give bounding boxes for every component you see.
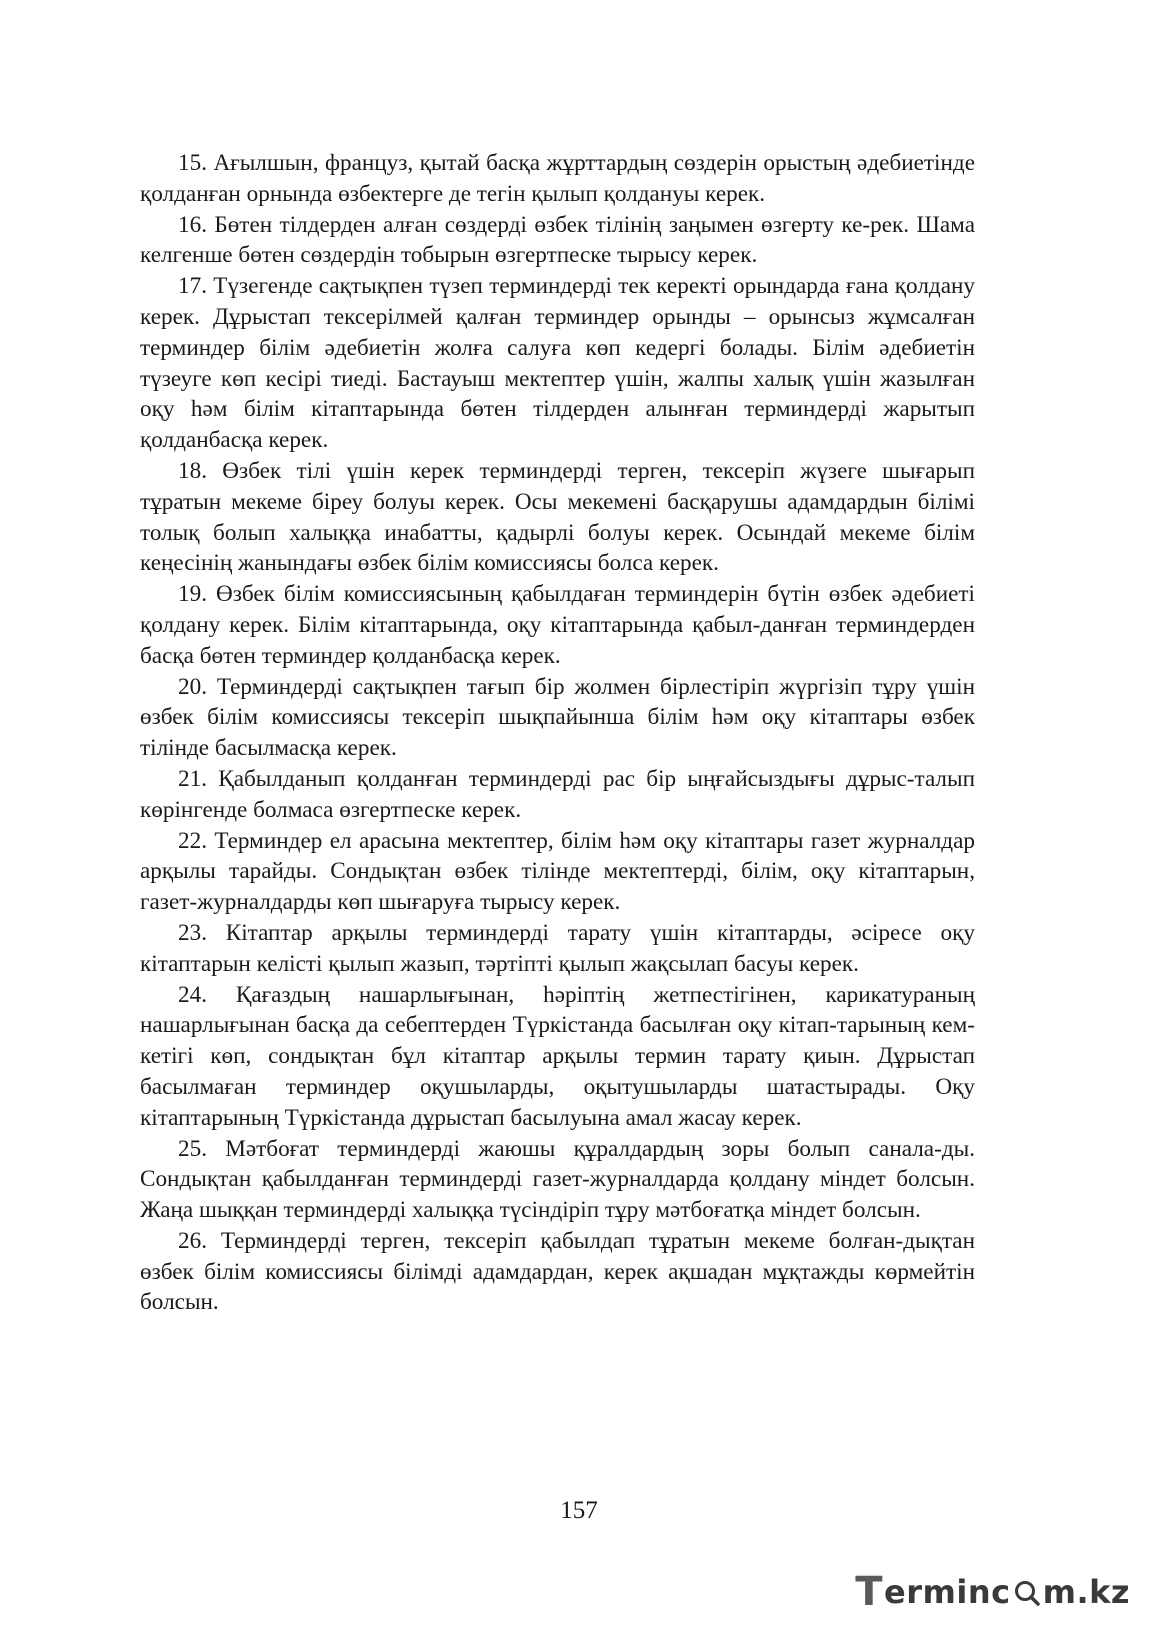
paragraph-25: 25. Мәтбоғат терминдерді жаюшы құралдардың зоры болып санала-ды. Сондықтан қабылданған терминдерді газет-журналдарда қолдану міндет болсын. Жаңа шыққан терминдерді халыққа түсіндіріп тұру мәтбоғатқа міндет болсын. <box>140 1135 975 1224</box>
paragraph-19: 19. Өзбек білім комиссиясының қабылдаған терминдерін бүтін өзбек әдебиеті қолдану керек. Білім кітаптарында, оқу кітаптарында қабыл-данған терминдерден басқа бөтен терминдер қолданбасқа керек. <box>140 581 975 669</box>
paragraph-15: 15. Ағылшын, француз, қытай басқа жұрттардың сөздерін орыстың әдебиетінде қолданған орнында өзбектерге де тегін қылып қолдануы керек. <box>140 150 975 207</box>
paragraph-22: 22. Терминдер ел арасына мектептер, білім һәм оқу кітаптары газет журналдар арқылы тарайды. Сондықтан өзбек тілінде мектептерді, білім, оқу кітаптарын, газет-журналдарды көп шығаруға тырысу керек. <box>140 827 975 916</box>
termincom-watermark <box>855 1569 1130 1615</box>
watermark-prefix: T <box>855 1569 884 1615</box>
paragraph-18: 18. Өзбек тілі үшін керек терминдерді терген, тексеріп жүзеге шығарып тұратын мекеме біреу болуы керек. Осы мекемені басқарушы адамдардын білімі толық болып халыққа инабатты, қадырлі болуы керек. Осындай мекеме білім кеңесінің жанындағы өзбек білім комиссиясы болса керек. <box>140 457 975 577</box>
page-number: 157 <box>560 1497 598 1524</box>
paragraph-20: 20. Терминдерді сақтықпен тағып бір жолмен бірлестіріп жүргізіп тұру үшін өзбек білім комиссиясы тексеріп шықпайынша білім һәм оқу кітаптары өзбек тілінде басылмасқа керек. <box>140 673 975 762</box>
paragraph-21: 21. Қабылданып қолданған терминдерді рас бір ыңғайсыздығы дұрыс-талып көрінгенде болмаса өзгертпеске керек. <box>140 765 975 823</box>
paragraph-26: 26. Терминдерді терген, тексеріп қабылдап тұратын мекеме болған-дықтан өзбек білім комиссиясы білімді адамдардан, керек ақшадан мұқтажды көрмейтін болсын. <box>140 1227 975 1316</box>
paragraph-16: 16. Бөтен тілдерден алған сөздерді өзбек тілінің заңымен өзгерту ке-рек. Шама келгенше бөтен сөздердін тобырын өзгертпеске тырысу керек. <box>140 211 975 269</box>
paragraph-17: 17. Түзегенде сақтықпен түзеп терминдерді тек керекті орындарда ғана қолдану керек. Дұрыстап тексерілмей қалған терминдер орынды – орынсыз жұмсалған терминдер білім әдебиетін жолға салуға көп кедергі болады. Білім әдебиетін түзеуге көп кесірі тиеді. Бастауыш мектептер үшін, жалпы халық үшін жазылған оқу һәм білім кітаптарында бөтен тілдерден алынған терминдерді жарытып қолданбасқа керек. <box>140 273 975 454</box>
paragraph-24: 24. Қағаздың нашарлығынан, һәріптің жетпестігінен, карикатураның нашарлығынан басқа да себептерден Түркістанда басылған оқу кітап-тарының кем-кетігі көп, сондықтан бұл кітаптар арқылы термин тарату қиын. Дұрыстап басылмаған терминдер оқушыларды, оқытушыларды шатастырады. Оқу кітаптарының Түркістанда дұрыстап басылуына амал жасау керек. <box>140 981 975 1131</box>
paragraph-23: 23. Кітаптар арқылы терминдерді тарату үшін кітаптарды, әсіресе оқу кітаптарын келісті қылып жазып, тәртіпті қылып жақсылап басуы керек. <box>140 919 975 977</box>
magnifier-icon <box>1012 1577 1042 1607</box>
watermark-suffix: m.kz <box>1042 1573 1130 1611</box>
page-body <box>140 148 975 1318</box>
watermark-middle: erminc <box>884 1573 1011 1611</box>
